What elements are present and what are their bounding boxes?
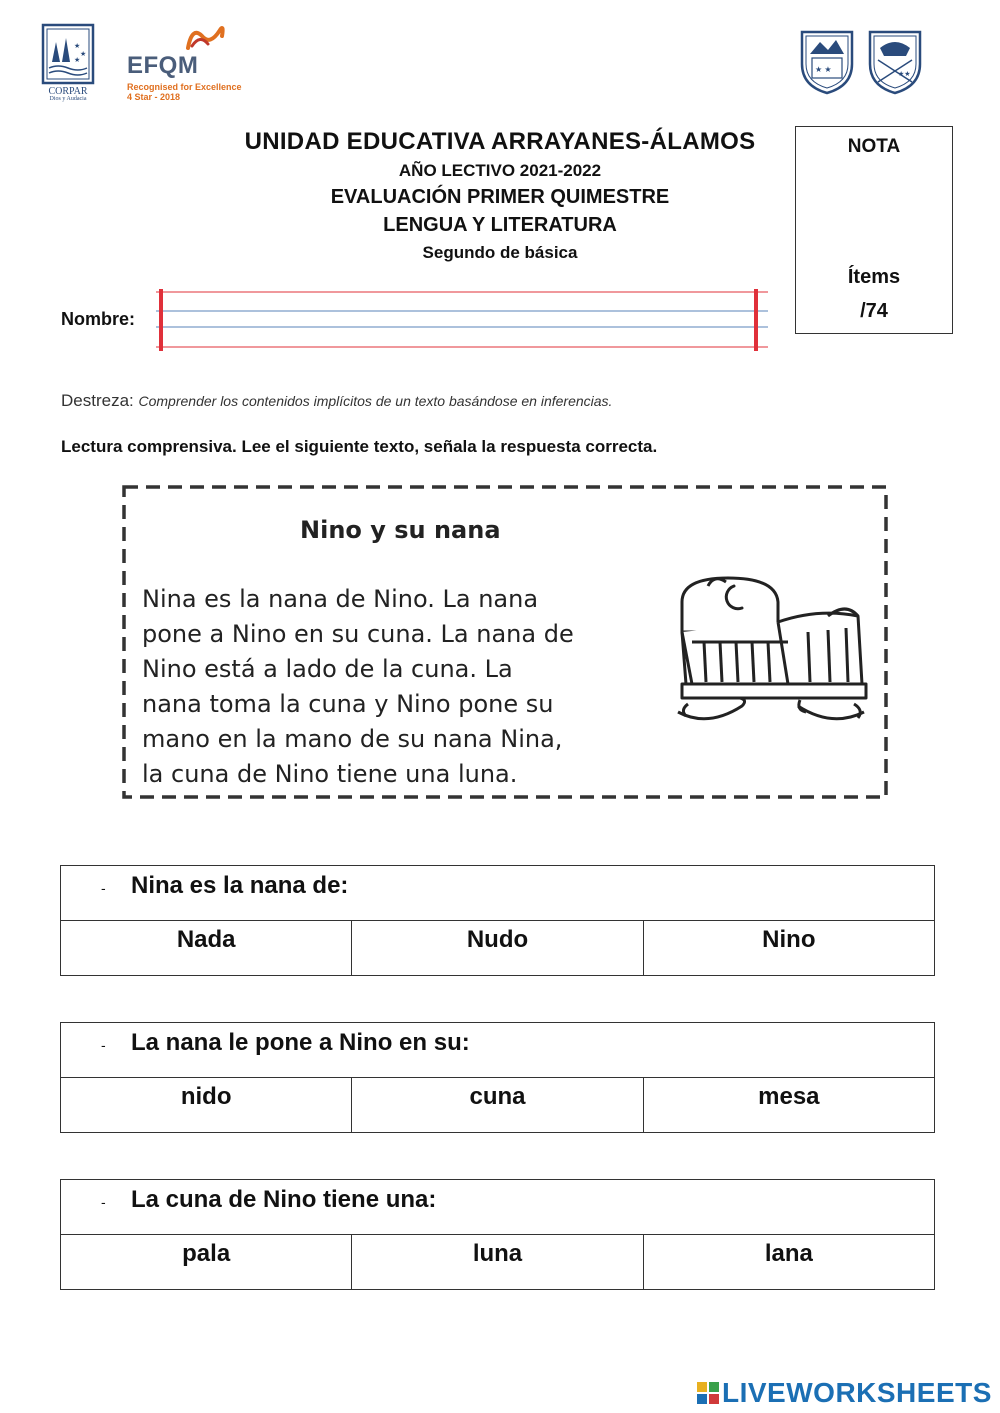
efqm-logo-mark (182, 22, 228, 54)
question-text: La cuna de Nino tiene una: (131, 1186, 437, 1213)
corpar-label: CORPAR (48, 86, 88, 97)
answer-option[interactable]: Nino (643, 921, 934, 976)
liveworksheets-logo-icon (697, 1382, 719, 1404)
question-bullet: - (101, 1194, 106, 1210)
question-prompt (61, 866, 935, 921)
grade-box-title: NOTA (847, 136, 901, 157)
liveworksheets-watermark: LIVEWORKSHEETS (722, 1377, 992, 1408)
skill-statement (61, 391, 612, 411)
story-line: nana toma la cuna y Nino pone su (142, 690, 554, 718)
svg-text:★ ★: ★ ★ (815, 65, 832, 74)
question-bullet: - (101, 1037, 106, 1053)
exam-title: EVALUACIÓN PRIMER QUIMESTRE (330, 186, 670, 208)
answer-option[interactable]: lana (643, 1235, 934, 1290)
instruction-text: Lectura comprensiva. Lee el siguiente texto, señala la respuesta correcta. (61, 437, 658, 456)
story-title: Nino y su nana (300, 516, 501, 544)
question-bullet: - (101, 880, 106, 896)
grade-box-total: /74 (860, 300, 888, 322)
story-line: Nino está a lado de la cuna. La (142, 655, 513, 683)
story-line: la cuna de Nino tiene una luna. (142, 760, 518, 788)
answer-option[interactable]: nido (61, 1078, 352, 1133)
title-block (200, 127, 800, 267)
grade-label: Segundo de básica (422, 243, 578, 262)
skill-text: Comprender los contenidos implícitos de un texto basándose en inferencias. (138, 393, 613, 409)
efqm-label: EFQM (127, 52, 199, 79)
school-year: AÑO LECTIVO 2021-2022 (398, 161, 602, 180)
svg-text:★: ★ (74, 43, 81, 50)
answer-option[interactable]: cuna (352, 1078, 643, 1133)
question-table (60, 1022, 935, 1133)
school-name: UNIDAD EDUCATIVA ARRAYANES-ÁLAMOS (244, 128, 756, 155)
school-shield-icon (866, 26, 924, 96)
efqm-recognition: Recognised for Excellence (127, 82, 242, 92)
svg-text:★: ★ (74, 57, 81, 64)
answer-option[interactable]: Nada (61, 921, 352, 976)
answer-option[interactable]: pala (61, 1235, 352, 1290)
question-table (60, 1179, 935, 1290)
question-text: Nina es la nana de: (131, 872, 349, 899)
question-text: La nana le pone a Nino en su: (131, 1029, 470, 1056)
story-line: pone a Nino en su cuna. La nana de (142, 620, 574, 648)
grade-box-items-label: Ítems (847, 266, 901, 288)
subject-title: LENGUA Y LITERATURA (383, 214, 617, 236)
name-writing-lines[interactable] (156, 289, 768, 351)
svg-text:★★: ★★ (898, 71, 911, 78)
question-table (60, 865, 935, 976)
school-shield-icon (798, 26, 856, 96)
question-prompt (61, 1023, 935, 1078)
question-prompt (61, 1180, 935, 1235)
corpar-motto: Dios y Audacia (49, 96, 87, 102)
answer-option[interactable]: Nudo (352, 921, 643, 976)
svg-text:★: ★ (80, 51, 87, 58)
name-label: Nombre: (61, 309, 136, 329)
answer-option[interactable]: mesa (643, 1078, 934, 1133)
skill-label: Destreza: (61, 391, 134, 410)
answer-option[interactable]: luna (352, 1235, 643, 1290)
story-line: mano en la mano de su nana Nina, (142, 725, 563, 753)
story-line: Nina es la nana de Nino. La nana (142, 585, 539, 613)
corpar-logo (40, 22, 96, 88)
cradle-icon (668, 572, 873, 732)
efqm-rating: 4 Star - 2018 (127, 92, 181, 102)
